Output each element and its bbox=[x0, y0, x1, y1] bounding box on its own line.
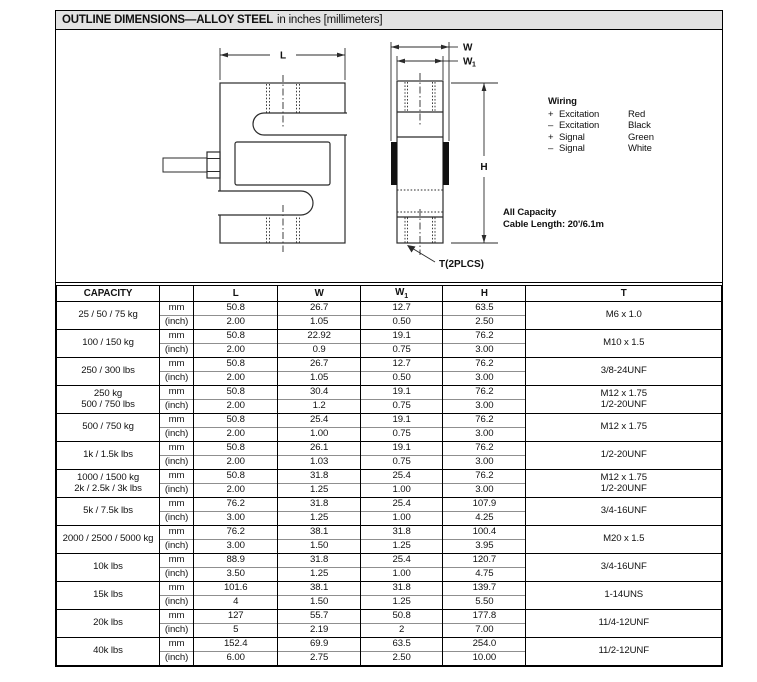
dim-value-cell: 3.00 bbox=[443, 344, 526, 358]
dim-value-cell: 1.00 bbox=[360, 568, 442, 582]
dim-value-cell: 1.00 bbox=[278, 428, 360, 442]
w-color: Black bbox=[628, 120, 651, 131]
thread-cell: 1/2-20UNF bbox=[526, 442, 722, 470]
dimension-drawing bbox=[56, 30, 722, 282]
w-name: Signal bbox=[559, 131, 585, 143]
thread-cell: M10 x 1.5 bbox=[526, 330, 722, 358]
dim-value-cell: 4.25 bbox=[443, 512, 526, 526]
capacity-cell: 10k lbs bbox=[57, 554, 160, 582]
dim-value-cell: 50.8 bbox=[193, 386, 277, 400]
capacity-cell: 1k / 1.5k lbs bbox=[57, 442, 160, 470]
dim-value-cell: 31.8 bbox=[278, 498, 360, 512]
thread-cell: 1-14UNS bbox=[526, 582, 722, 610]
dim-label-w1-sub: 1 bbox=[472, 61, 476, 69]
dim-label-w1: W bbox=[463, 56, 473, 68]
cable-length-note bbox=[503, 207, 604, 230]
load-cell-front-view bbox=[391, 42, 498, 270]
dim-value-cell: 76.2 bbox=[443, 330, 526, 344]
thread-cell: M12 x 1.75 1/2-20UNF bbox=[526, 470, 722, 498]
dim-value-cell: 76.2 bbox=[443, 358, 526, 372]
capacity-cell: 20k lbs bbox=[57, 610, 160, 638]
dim-value-cell: 6.00 bbox=[193, 652, 277, 666]
thread-cell: M6 x 1.0 bbox=[526, 302, 722, 330]
capacity-cell: 15k lbs bbox=[57, 582, 160, 610]
thread-cell: 3/4-16UNF bbox=[526, 498, 722, 526]
unit-cell: (inch) bbox=[160, 456, 194, 470]
dim-value-cell: 0.9 bbox=[278, 344, 360, 358]
dim-value-cell: 19.1 bbox=[360, 442, 442, 456]
dim-value-cell: 1.2 bbox=[278, 400, 360, 414]
s-cell-side-view bbox=[163, 48, 347, 252]
unit-cell: (inch) bbox=[160, 372, 194, 386]
dim-value-cell: 30.4 bbox=[278, 386, 360, 400]
dim-value-cell: 120.7 bbox=[443, 554, 526, 568]
dim-value-cell: 2.19 bbox=[278, 624, 360, 638]
wiring-row bbox=[548, 109, 654, 121]
thread-callout-leader bbox=[407, 245, 435, 262]
dim-value-cell: 19.1 bbox=[360, 330, 442, 344]
dim-value-cell: 12.7 bbox=[360, 358, 442, 372]
dim-value-cell: 31.8 bbox=[278, 554, 360, 568]
dim-value-cell: 1.25 bbox=[278, 568, 360, 582]
wiring-row bbox=[548, 132, 654, 144]
dim-value-cell: 2.75 bbox=[278, 652, 360, 666]
dim-value-cell: 4.75 bbox=[443, 568, 526, 582]
dim-value-cell: 3.95 bbox=[443, 540, 526, 554]
dim-value-cell: 76.2 bbox=[193, 526, 277, 540]
dim-value-cell: 2.00 bbox=[193, 456, 277, 470]
w-name: Signal bbox=[559, 143, 585, 154]
unit-cell: (inch) bbox=[160, 344, 194, 358]
dim-value-cell: 19.1 bbox=[360, 414, 442, 428]
dim-value-cell: 100.4 bbox=[443, 526, 526, 540]
capacity-cell: 40k lbs bbox=[57, 638, 160, 666]
capacity-cell: 1000 / 1500 kg 2k / 2.5k / 3k lbs bbox=[57, 470, 160, 498]
w-color: Red bbox=[628, 108, 646, 120]
dim-value-cell: 0.50 bbox=[360, 316, 442, 330]
column-header: W bbox=[278, 286, 360, 302]
table-row bbox=[57, 498, 722, 512]
dim-value-cell: 31.8 bbox=[360, 582, 442, 596]
capacity-cell: 5k / 7.5k lbs bbox=[57, 498, 160, 526]
unit-cell: (inch) bbox=[160, 540, 194, 554]
unit-cell: mm bbox=[160, 442, 194, 456]
thread-cell: M12 x 1.75 1/2-20UNF bbox=[526, 386, 722, 414]
column-header bbox=[160, 286, 194, 302]
dim-value-cell: 50.8 bbox=[193, 414, 277, 428]
capacity-cell: 500 / 750 kg bbox=[57, 414, 160, 442]
w-sign: – bbox=[548, 120, 554, 131]
unit-cell: mm bbox=[160, 638, 194, 652]
table-row bbox=[57, 554, 722, 568]
w-name: Excitation bbox=[559, 120, 600, 131]
column-header: H bbox=[443, 286, 526, 302]
thread-cell: 11/4-12UNF bbox=[526, 610, 722, 638]
dim-value-cell: 76.2 bbox=[443, 414, 526, 428]
table-row bbox=[57, 638, 722, 652]
dim-value-cell: 1.03 bbox=[278, 456, 360, 470]
dim-value-cell: 50.8 bbox=[193, 442, 277, 456]
dim-value-cell: 25.4 bbox=[360, 470, 442, 484]
dim-label-l: L bbox=[279, 50, 287, 62]
dim-value-cell: 2.00 bbox=[193, 428, 277, 442]
dim-value-cell: 3.00 bbox=[193, 512, 277, 526]
dim-value-cell: 0.75 bbox=[360, 456, 442, 470]
gauge-band-left bbox=[391, 142, 397, 185]
dim-value-cell: 1.05 bbox=[278, 316, 360, 330]
dim-value-cell: 0.75 bbox=[360, 400, 442, 414]
dim-value-cell: 7.00 bbox=[443, 624, 526, 638]
unit-cell: mm bbox=[160, 302, 194, 316]
dim-value-cell: 101.6 bbox=[193, 582, 277, 596]
dim-value-cell: 0.75 bbox=[360, 344, 442, 358]
gauge-band-right bbox=[443, 142, 449, 185]
unit-cell: (inch) bbox=[160, 624, 194, 638]
cable-note-line2: Cable Length: 20'/6.1m bbox=[503, 218, 604, 230]
unit-cell: (inch) bbox=[160, 400, 194, 414]
dim-value-cell: 50.8 bbox=[360, 610, 442, 624]
unit-cell: mm bbox=[160, 470, 194, 484]
table-row bbox=[57, 302, 722, 316]
dim-value-cell: 55.7 bbox=[278, 610, 360, 624]
unit-cell: (inch) bbox=[160, 512, 194, 526]
table-row bbox=[57, 386, 722, 400]
dim-value-cell: 10.00 bbox=[443, 652, 526, 666]
wiring-row bbox=[548, 143, 654, 155]
unit-cell: mm bbox=[160, 358, 194, 372]
dim-value-cell: 50.8 bbox=[193, 470, 277, 484]
dim-value-cell: 3.50 bbox=[193, 568, 277, 582]
dim-value-cell: 4 bbox=[193, 596, 277, 610]
thread-callout-label: T(2PLCS) bbox=[439, 259, 484, 270]
capacity-cell: 100 / 150 kg bbox=[57, 330, 160, 358]
title-bar bbox=[56, 11, 722, 30]
w-sign: + bbox=[548, 131, 554, 143]
unit-cell: (inch) bbox=[160, 484, 194, 498]
unit-cell: mm bbox=[160, 414, 194, 428]
dim-value-cell: 152.4 bbox=[193, 638, 277, 652]
dim-value-cell: 76.2 bbox=[443, 386, 526, 400]
dim-value-cell: 2.00 bbox=[193, 400, 277, 414]
capacity-cell: 25 / 50 / 75 kg bbox=[57, 302, 160, 330]
dim-value-cell: 1.05 bbox=[278, 372, 360, 386]
thread-cell: 3/8-24UNF bbox=[526, 358, 722, 386]
dim-value-cell: 26.7 bbox=[278, 302, 360, 316]
unit-cell: (inch) bbox=[160, 428, 194, 442]
unit-cell: mm bbox=[160, 582, 194, 596]
dim-value-cell: 2.00 bbox=[193, 344, 277, 358]
dim-value-cell: 76.2 bbox=[443, 442, 526, 456]
column-header: L bbox=[193, 286, 277, 302]
dim-value-cell: 25.4 bbox=[278, 414, 360, 428]
dim-value-cell: 2.50 bbox=[360, 652, 442, 666]
unit-cell: (inch) bbox=[160, 652, 194, 666]
dim-value-cell: 63.5 bbox=[443, 302, 526, 316]
dim-value-cell: 31.8 bbox=[360, 526, 442, 540]
dim-value-cell: 127 bbox=[193, 610, 277, 624]
table-row bbox=[57, 358, 722, 372]
dim-value-cell: 22.92 bbox=[278, 330, 360, 344]
dim-value-cell: 2.50 bbox=[443, 316, 526, 330]
dim-label-w: W bbox=[463, 42, 473, 54]
dim-value-cell: 25.4 bbox=[360, 554, 442, 568]
table-row bbox=[57, 470, 722, 484]
w-sign: + bbox=[548, 108, 554, 120]
capacity-cell: 250 / 300 lbs bbox=[57, 358, 160, 386]
dim-value-cell: 12.7 bbox=[360, 302, 442, 316]
wiring-row bbox=[548, 120, 654, 132]
cable-and-nut bbox=[163, 152, 220, 178]
unit-cell: mm bbox=[160, 386, 194, 400]
dim-value-cell: 26.1 bbox=[278, 442, 360, 456]
wiring-legend bbox=[548, 96, 654, 155]
dim-value-cell: 2 bbox=[360, 624, 442, 638]
dim-value-cell: 76.2 bbox=[193, 498, 277, 512]
thread-cell: M12 x 1.75 bbox=[526, 414, 722, 442]
unit-cell: (inch) bbox=[160, 316, 194, 330]
dim-value-cell: 3.00 bbox=[193, 540, 277, 554]
unit-cell: mm bbox=[160, 554, 194, 568]
dim-value-cell: 76.2 bbox=[443, 470, 526, 484]
unit-cell: mm bbox=[160, 498, 194, 512]
dim-value-cell: 2.00 bbox=[193, 372, 277, 386]
table-header-row bbox=[57, 286, 722, 302]
unit-cell: mm bbox=[160, 526, 194, 540]
wiring-heading: Wiring bbox=[548, 96, 577, 107]
dim-value-cell: 1.25 bbox=[360, 596, 442, 610]
dim-value-cell: 25.4 bbox=[360, 498, 442, 512]
dimensions-table bbox=[56, 285, 722, 666]
datasheet-panel bbox=[55, 10, 723, 667]
w-color: White bbox=[628, 143, 652, 154]
thread-cell: 3/4-16UNF bbox=[526, 554, 722, 582]
unit-cell: (inch) bbox=[160, 596, 194, 610]
dim-h bbox=[451, 83, 498, 243]
dim-value-cell: 69.9 bbox=[278, 638, 360, 652]
thread-cell: M20 x 1.5 bbox=[526, 526, 722, 554]
dim-value-cell: 2.00 bbox=[193, 484, 277, 498]
dim-value-cell: 1.25 bbox=[278, 512, 360, 526]
dim-value-cell: 63.5 bbox=[360, 638, 442, 652]
capacity-cell: 2000 / 2500 / 5000 kg bbox=[57, 526, 160, 554]
dim-value-cell: 3.00 bbox=[443, 372, 526, 386]
dim-value-cell: 38.1 bbox=[278, 526, 360, 540]
table-row bbox=[57, 414, 722, 428]
dim-value-cell: 177.8 bbox=[443, 610, 526, 624]
dim-value-cell: 1.50 bbox=[278, 540, 360, 554]
dim-value-cell: 0.75 bbox=[360, 428, 442, 442]
column-header: T bbox=[526, 286, 722, 302]
outline-drawing-area bbox=[56, 30, 722, 283]
dim-value-cell: 1.25 bbox=[360, 540, 442, 554]
dim-value-cell: 5 bbox=[193, 624, 277, 638]
table-row bbox=[57, 610, 722, 624]
dim-value-cell: 0.50 bbox=[360, 372, 442, 386]
dim-value-cell: 107.9 bbox=[443, 498, 526, 512]
dim-value-cell: 50.8 bbox=[193, 358, 277, 372]
dim-value-cell: 19.1 bbox=[360, 386, 442, 400]
dim-label-h: H bbox=[480, 162, 488, 173]
column-header: $W_1$ bbox=[360, 286, 442, 302]
dim-value-cell: 1.00 bbox=[360, 512, 442, 526]
unit-cell: mm bbox=[160, 330, 194, 344]
dim-value-cell: 254.0 bbox=[443, 638, 526, 652]
dim-value-cell: 3.00 bbox=[443, 484, 526, 498]
dim-value-cell: 50.8 bbox=[193, 330, 277, 344]
table-row bbox=[57, 526, 722, 540]
dim-value-cell: 5.50 bbox=[443, 596, 526, 610]
dim-value-cell: 50.8 bbox=[193, 302, 277, 316]
dim-value-cell: 3.00 bbox=[443, 400, 526, 414]
table-row bbox=[57, 330, 722, 344]
page-title-units: in inches [millimeters] bbox=[277, 14, 383, 26]
dim-value-cell: 26.7 bbox=[278, 358, 360, 372]
dim-value-cell: 88.9 bbox=[193, 554, 277, 568]
column-header: CAPACITY bbox=[57, 286, 160, 302]
dim-value-cell: 139.7 bbox=[443, 582, 526, 596]
dim-value-cell: 38.1 bbox=[278, 582, 360, 596]
capacity-cell: 250 kg 500 / 750 lbs bbox=[57, 386, 160, 414]
table-row bbox=[57, 582, 722, 596]
dim-value-cell: 1.25 bbox=[278, 484, 360, 498]
dim-value-cell: 3.00 bbox=[443, 456, 526, 470]
dim-value-cell: 2.00 bbox=[193, 316, 277, 330]
w-name: Excitation bbox=[559, 108, 600, 120]
w-color: Green bbox=[628, 131, 654, 143]
unit-cell: mm bbox=[160, 610, 194, 624]
dim-value-cell: 1.50 bbox=[278, 596, 360, 610]
dim-value-cell: 31.8 bbox=[278, 470, 360, 484]
thread-cell: 11/2-12UNF bbox=[526, 638, 722, 666]
page-title: OUTLINE DIMENSIONS—ALLOY STEEL bbox=[62, 14, 274, 26]
dim-value-cell: 1.00 bbox=[360, 484, 442, 498]
dim-w bbox=[391, 45, 458, 50]
cable-note-line1: All Capacity bbox=[503, 207, 557, 218]
dim-value-cell: 3.00 bbox=[443, 428, 526, 442]
w-sign: – bbox=[548, 143, 554, 154]
unit-cell: (inch) bbox=[160, 568, 194, 582]
table-row bbox=[57, 442, 722, 456]
